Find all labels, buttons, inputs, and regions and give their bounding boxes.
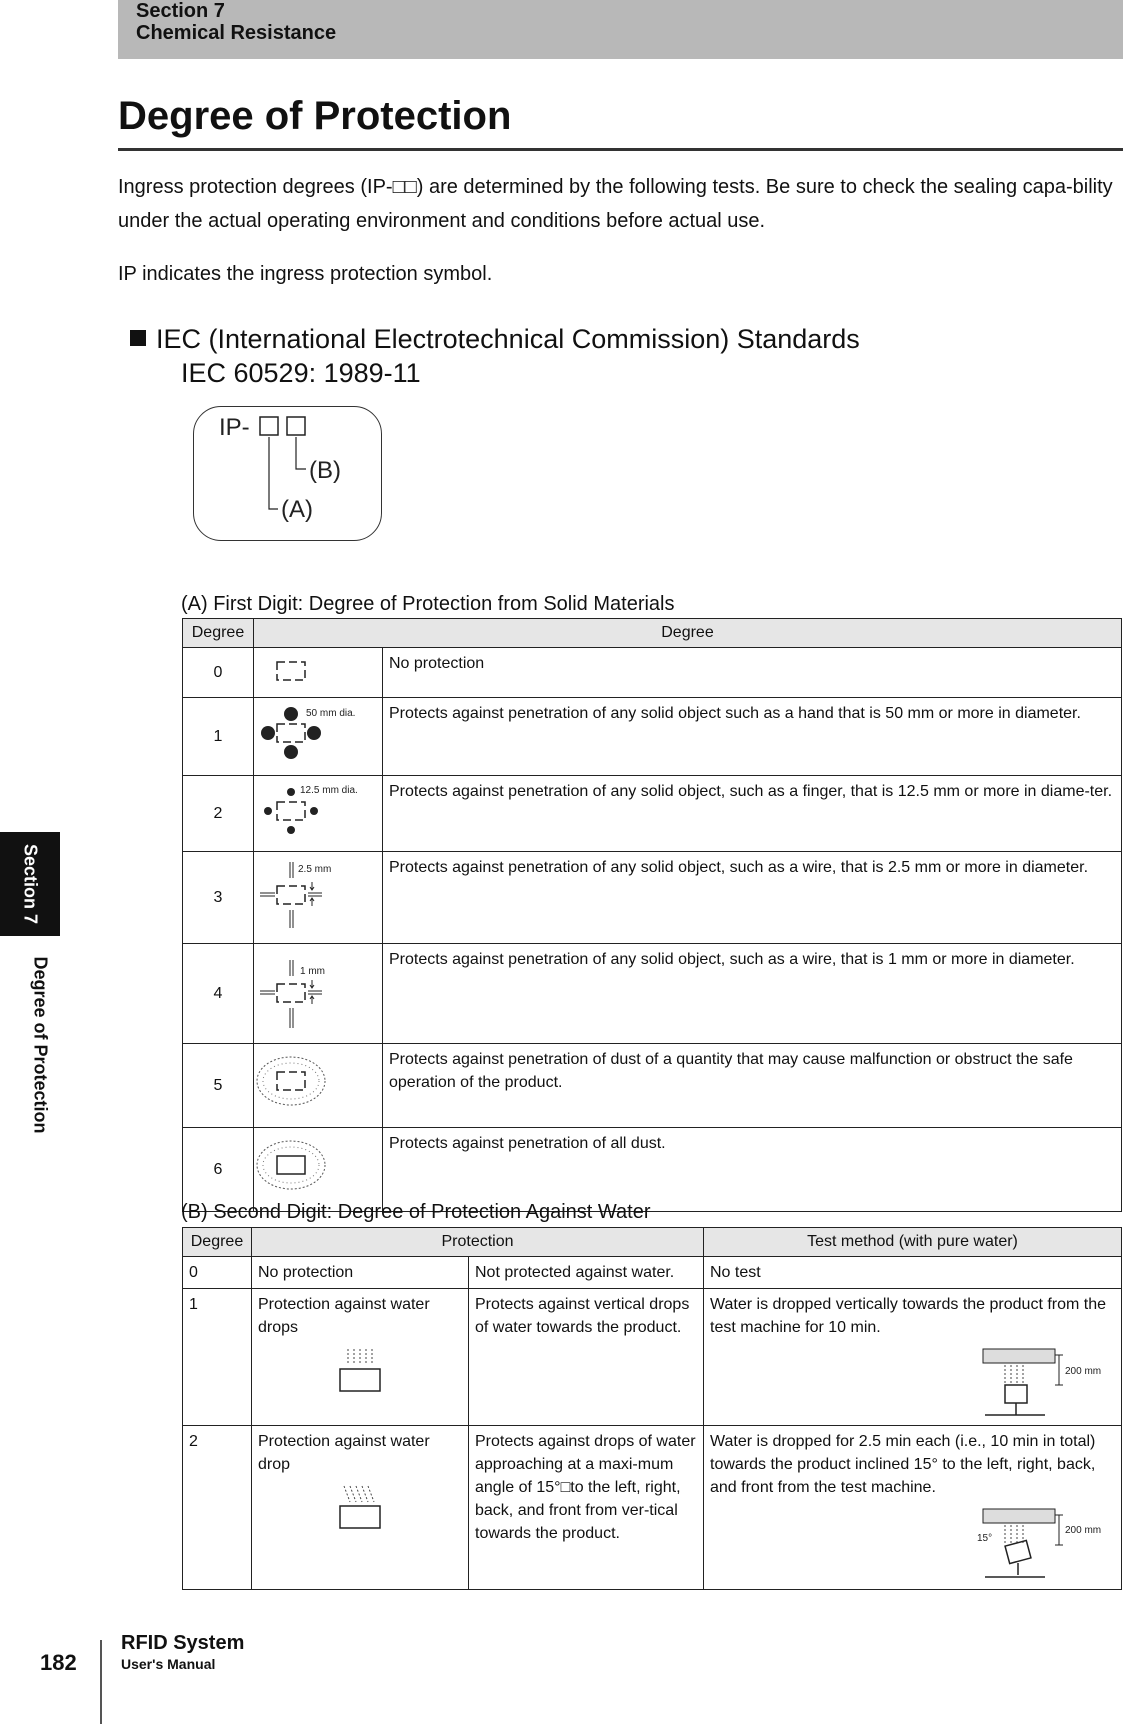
square-bullet-icon bbox=[130, 330, 146, 346]
icon-dimension-label: 50 mm dia. bbox=[306, 708, 356, 719]
protection-icon-cell bbox=[254, 1044, 383, 1128]
ip-note: IP indicates the ingress protection symbol. bbox=[118, 263, 493, 285]
vertical-drops-icon bbox=[330, 1345, 390, 1401]
protection-icon-cell bbox=[254, 776, 383, 852]
row-degree: 3 bbox=[183, 852, 254, 944]
icon-dimension-label: 2.5 mm bbox=[298, 864, 332, 875]
footer-subtitle: User's Manual bbox=[121, 1656, 216, 1672]
table-row bbox=[183, 1257, 1122, 1289]
side-tab-section: Section 7 bbox=[20, 843, 41, 925]
row-protection: No protection bbox=[252, 1257, 469, 1289]
digit-b-box bbox=[287, 417, 305, 435]
table-b-caption: (B) Second Digit: Degree of Protection Against Water bbox=[181, 1201, 651, 1223]
footer-rule bbox=[100, 1640, 102, 1724]
wire-object-icon bbox=[254, 852, 382, 938]
row-degree: 1 bbox=[183, 698, 254, 776]
table-header-row bbox=[183, 1228, 1122, 1257]
digit-a-label: (A) bbox=[281, 496, 313, 523]
protection-icon-cell bbox=[254, 698, 383, 776]
ip-prefix: IP- bbox=[219, 414, 250, 441]
row-protection: Protection against water drop bbox=[258, 1433, 430, 1473]
row-description: Protects against penetration of any solid object such as a hand that is 50 mm or more in diameter. bbox=[383, 698, 1122, 776]
col-header-degree-desc: Degree bbox=[254, 619, 1122, 648]
row-description: Protects against penetration of any solid object, such as a wire, that is 2.5 mm or more in diameter. bbox=[383, 852, 1122, 944]
digit-b-label: (B) bbox=[309, 457, 341, 484]
icon-dimension-label: 1 mm bbox=[300, 966, 325, 977]
table-row bbox=[183, 648, 1122, 698]
col-header-degree: Degree bbox=[183, 619, 254, 648]
section-number: Section 7 bbox=[136, 0, 225, 22]
standard-subtitle: IEC 60529: 1989-11 bbox=[181, 358, 421, 388]
standard-heading bbox=[130, 320, 860, 358]
row-test-method: Water is dropped vertically towards the product from the test machine for 10 min. bbox=[710, 1296, 1107, 1336]
thin-wire-object-icon bbox=[254, 944, 382, 1038]
table-row bbox=[183, 698, 1122, 776]
enclosure-icon bbox=[254, 648, 382, 692]
section-title: Chemical Resistance bbox=[136, 22, 337, 44]
title-rule bbox=[118, 148, 1123, 151]
icon-dimension-label: 12.5 mm dia. bbox=[300, 785, 358, 796]
table-row bbox=[183, 1426, 1122, 1590]
row-degree: 1 bbox=[183, 1289, 252, 1426]
row-protection: Protection against water drops bbox=[258, 1296, 430, 1336]
dust-protected-icon bbox=[254, 1044, 382, 1122]
drip-height-label: 200 mm bbox=[1065, 1366, 1102, 1377]
ip-code-diagram bbox=[193, 406, 382, 541]
solid-protection-table bbox=[182, 618, 1122, 1212]
row-degree: 0 bbox=[183, 1257, 252, 1289]
intro-paragraph: Ingress protection degrees (IP-□□) are determined by the following tests. Be sure to check the sealing capa-bility under the actual operating environment and conditions before actual use. bbox=[118, 176, 1113, 232]
table-row bbox=[183, 944, 1122, 1044]
footer-title: RFID System bbox=[121, 1632, 245, 1654]
table-row bbox=[183, 776, 1122, 852]
side-tab-label: Degree of Protection bbox=[30, 956, 51, 1134]
row-description: No protection bbox=[383, 648, 1122, 698]
col-header-degree: Degree bbox=[183, 1228, 252, 1257]
dust-tight-icon bbox=[254, 1128, 382, 1206]
drip-test-icon bbox=[975, 1345, 1115, 1421]
row-detail: Protects against drops of water approaching at a maxi-mum angle of 15°□to the left, right, back, and front from ver-tical towards the product. bbox=[469, 1426, 704, 1590]
digit-a-leader bbox=[269, 437, 278, 509]
water-protection-table bbox=[182, 1227, 1122, 1590]
row-degree: 2 bbox=[183, 776, 254, 852]
standard-title: IEC (International Electrotechnical Commission) Standards bbox=[156, 324, 860, 354]
tilt-angle-label: 15° bbox=[977, 1533, 993, 1544]
table-a-caption: (A) First Digit: Degree of Protection from Solid Materials bbox=[181, 593, 675, 615]
row-protection-cell bbox=[252, 1289, 469, 1426]
row-description: Protects against penetration of any solid object, such as a finger, that is 12.5 mm or more in diame-ter. bbox=[383, 776, 1122, 852]
row-degree: 2 bbox=[183, 1426, 252, 1590]
table-header-row bbox=[183, 619, 1122, 648]
table-row bbox=[183, 1289, 1122, 1426]
hand-object-icon bbox=[254, 698, 382, 770]
row-detail: Not protected against water. bbox=[469, 1257, 704, 1289]
row-test-method: No test bbox=[704, 1257, 1122, 1289]
drip-height-label: 200 mm bbox=[1065, 1525, 1102, 1536]
row-test-method: Water is dropped for 2.5 min each (i.e., 10 min in total) towards the product inclined 15° to the left, right, back, and front from the test machine. bbox=[710, 1433, 1096, 1496]
col-header-protection: Protection bbox=[252, 1228, 704, 1257]
row-degree: 4 bbox=[183, 944, 254, 1044]
row-description: Protects against penetration of any solid object, such as a wire, that is 1 mm or more in diameter. bbox=[383, 944, 1122, 1044]
page-title: Degree of Protection bbox=[118, 94, 512, 138]
row-description: Protects against penetration of dust of a quantity that may cause malfunction or obstruct the safe operation of the product. bbox=[383, 1044, 1122, 1128]
tilted-drip-test-icon bbox=[975, 1505, 1115, 1585]
angled-drops-icon bbox=[330, 1482, 390, 1538]
table-row bbox=[183, 1044, 1122, 1128]
digit-b-leader bbox=[296, 437, 306, 469]
row-description: Protects against penetration of all dust. bbox=[383, 1128, 1122, 1212]
col-header-test-method: Test method (with pure water) bbox=[704, 1228, 1122, 1257]
page-number: 182 bbox=[40, 1650, 77, 1675]
ip-code-diagram-lines bbox=[194, 407, 381, 540]
row-test-cell bbox=[704, 1426, 1122, 1590]
section-header-bar bbox=[118, 0, 1123, 59]
row-degree: 6 bbox=[183, 1128, 254, 1212]
row-detail: Protects against vertical drops of water towards the product. bbox=[469, 1289, 704, 1426]
protection-icon-cell bbox=[254, 1128, 383, 1212]
row-degree: 0 bbox=[183, 648, 254, 698]
digit-a-box bbox=[260, 417, 278, 435]
table-row bbox=[183, 1128, 1122, 1212]
row-protection-cell bbox=[252, 1426, 469, 1590]
protection-icon-cell bbox=[254, 852, 383, 944]
protection-icon-cell bbox=[254, 944, 383, 1044]
finger-object-icon bbox=[254, 776, 382, 846]
table-row bbox=[183, 852, 1122, 944]
row-test-cell bbox=[704, 1289, 1122, 1426]
row-degree: 5 bbox=[183, 1044, 254, 1128]
protection-icon-cell bbox=[254, 648, 383, 698]
